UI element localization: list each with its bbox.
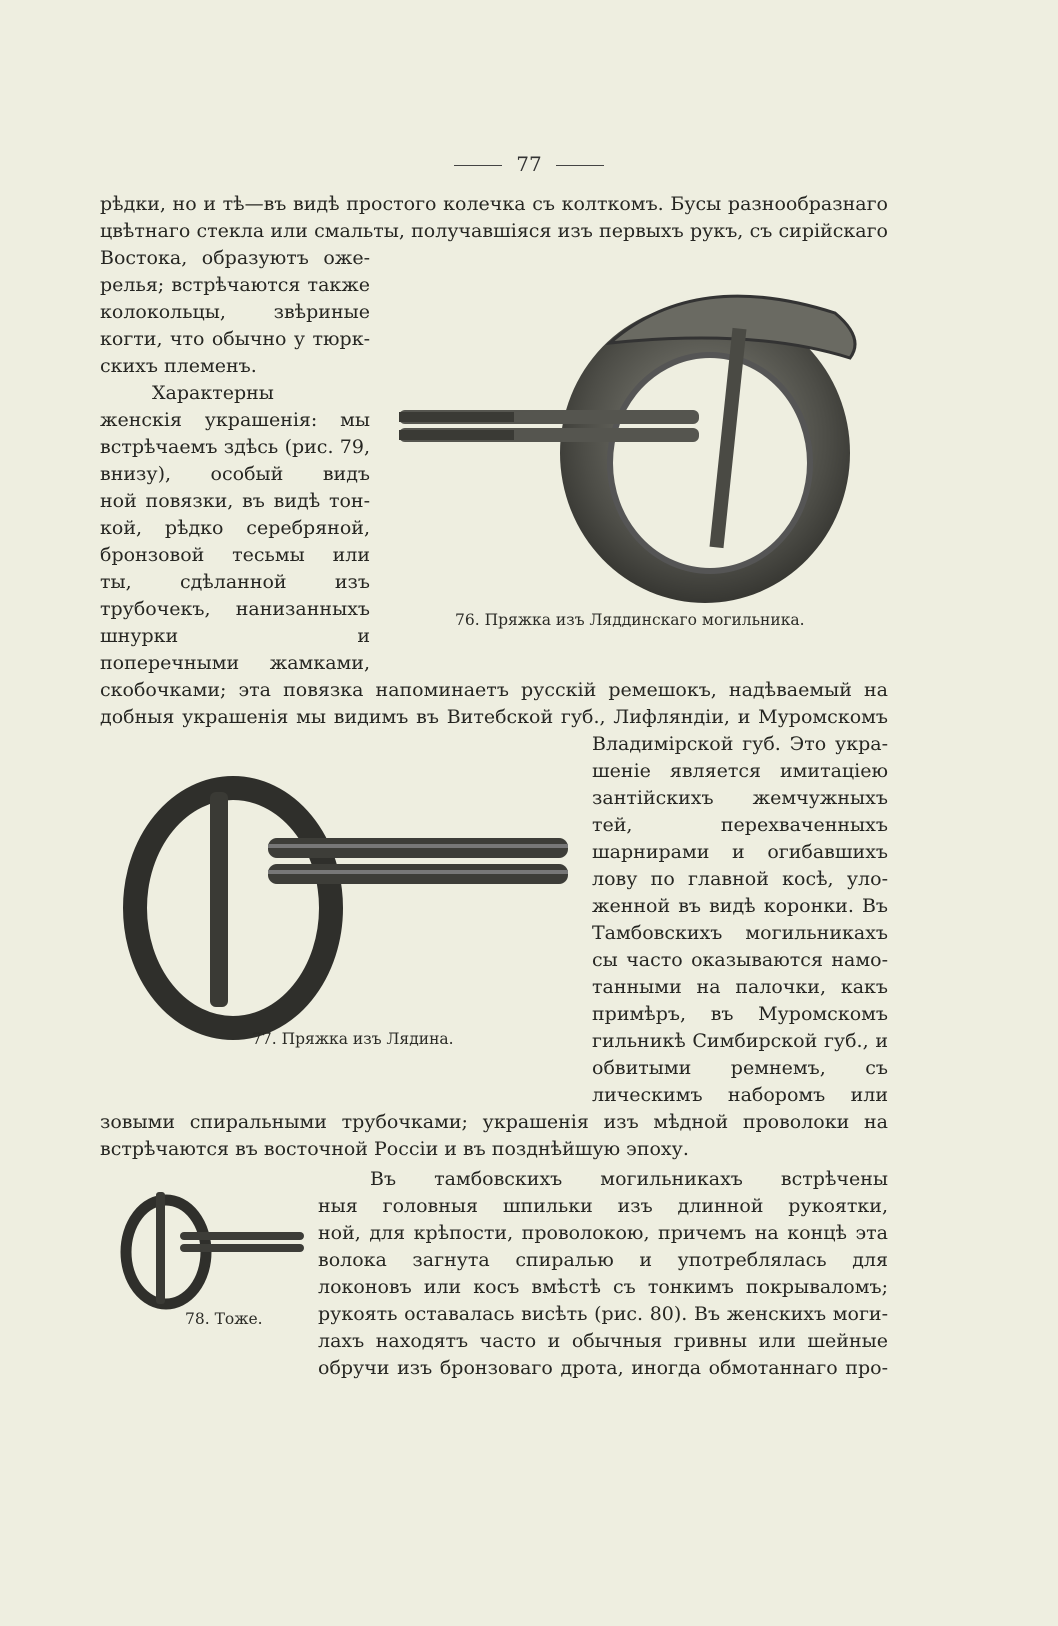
text-line: волока загнута спиралью и употреблялась для: [318, 1249, 888, 1271]
text-line: лическимъ наборомъ или: [592, 1084, 888, 1106]
text-line: релья; встрѣчаются также: [100, 274, 370, 296]
figure-76-caption: 76. Пряжка изъ Ляддинскаго могильника.: [455, 611, 805, 629]
text-line: шнурки и: [100, 625, 370, 647]
text-line: тей, перехваченныхъ: [592, 814, 888, 836]
text-line: ныя головныя шпильки изъ длинной рукоятки,: [318, 1195, 888, 1217]
figure-78-buckle: [118, 1190, 308, 1310]
text-line: шарнирами и огибавшихъ: [592, 841, 888, 863]
text-line: Востока, образуютъ оже-: [100, 247, 370, 269]
text-line: трубочекъ, нанизанныхъ: [100, 598, 370, 620]
text-line: поперечными жамками,: [100, 652, 370, 674]
text-line: примѣръ, въ Муромскомъ: [592, 1003, 888, 1025]
text-line: зовыми спиральными трубочками; украшенія изъ мѣдной проволоки на: [100, 1111, 888, 1133]
text-line: встрѣчаемъ здѣсь (рис. 79,: [100, 436, 370, 458]
text-line: внизу), особый видъ: [100, 463, 370, 485]
figure-78-caption: 78. Тоже.: [185, 1310, 263, 1328]
text-line: Тамбовскихъ могильникахъ: [592, 922, 888, 944]
text-line: колокольцы, звѣриные: [100, 301, 370, 323]
text-line: шеніе является имитаціею: [592, 760, 888, 782]
figure-76-buckle: [395, 268, 895, 613]
text-line: Характерны: [152, 382, 274, 404]
page-number: 77: [0, 152, 1058, 176]
text-line: сы часто оказываются намо-: [592, 949, 888, 971]
text-line: женскія украшенія: мы: [100, 409, 370, 431]
text-line: ной, для крѣпости, проволокою, причемъ на концѣ эта: [318, 1222, 888, 1244]
text-line: зантійскихъ жемчужныхъ: [592, 787, 888, 809]
text-line: скихъ племенъ.: [100, 355, 257, 377]
text-line: гильникѣ Симбирской губ., и: [592, 1030, 888, 1052]
text-line: обручи изъ бронзоваго дрота, иногда обмотаннаго про-: [318, 1357, 888, 1379]
text-line: встрѣчаются въ восточной Россіи и въ позднѣйшую эпоху.: [100, 1138, 689, 1160]
text-line: ты, сдѣланной изъ: [100, 571, 370, 593]
text-line: лахъ находятъ часто и обычныя гривны или шейные: [318, 1330, 888, 1352]
text-line: когти, что обычно у тюрк-: [100, 328, 370, 350]
text-line: Владимірской губ. Это укра-: [592, 733, 888, 755]
text-line: ной повязки, въ видѣ тон-: [100, 490, 370, 512]
text-line: добныя украшенія мы видимъ въ Витебской губ., Лифляндіи, и Муромскомъ: [100, 706, 888, 728]
text-line: обвитыми ремнемъ, съ: [592, 1057, 888, 1079]
text-line: кой, рѣдко серебряной,: [100, 517, 370, 539]
text-line: скобочками; эта повязка напоминаетъ русскій ремешокъ, надѣваемый на: [100, 679, 888, 701]
text-line: рѣдки, но и тѣ—въ видѣ простого колечка съ колткомъ. Бусы разнообразнаго: [100, 193, 888, 215]
text-line: цвѣтнаго стекла или смальты, получавшіяся изъ первыхъ рукъ, съ сирійскаго: [100, 220, 888, 242]
text-line: танными на палочки, какъ: [592, 976, 888, 998]
text-line: женной въ видѣ коронки. Въ: [592, 895, 888, 917]
text-line: Въ тамбовскихъ могильникахъ встрѣчены: [370, 1168, 888, 1190]
text-line: лову по главной косѣ, уло-: [592, 868, 888, 890]
figure-77-buckle: [118, 770, 578, 1040]
text-line: локоновъ или косъ вмѣстѣ съ тонкимъ покрываломъ;: [318, 1276, 888, 1298]
figure-77-caption: 77. Пряжка изъ Лядина.: [252, 1030, 454, 1048]
text-line: бронзовой тесьмы или: [100, 544, 370, 566]
text-line: рукоять оставалась висѣть (рис. 80). Въ женскихъ моги-: [318, 1303, 888, 1325]
